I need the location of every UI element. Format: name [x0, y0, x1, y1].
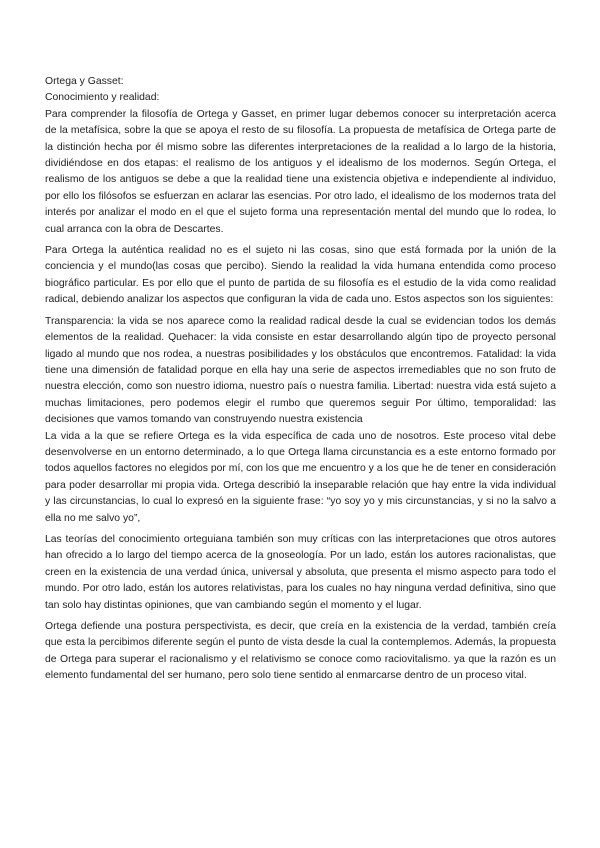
paragraph-circunstancia: La vida a la que se refiere Ortega es la vida específica de cada uno de nosotros. Este proceso vital debe desenvolverse en un entorno determinado, a lo que Ortega llama circunstancia es a este entorno formado por todos aquellos factores no elegidos por mí, con los que me encuentro y a los que he de tener en consideración para poder desarrollar mi propia vida. Ortega describió la inseparable relación que hay entre la vida individual y las circunstancias, lo cual lo expresó en la siguiente frase: “yo soy yo y mis circunstancias, y si no la salvo a ella no me salvo yo”,	[45, 430, 556, 524]
paragraph-teorias-conocimiento: Las teorías del conocimiento orteguiana también son muy críticas con las interpretaciones que otros autores han ofrecido a lo largo del tiempo acerca de la gnoseología. Por un lado, están los autores racionalistas, que creen en la existencia de una verdad única, universal y absoluta, que presenta el mismo aspecto para todo el mundo. Por otro lado, están los autores relativistas, para los cuales no hay ninguna verdad definitiva, sino que tan solo hay distintas opiniones, que van cambiando según el momento y el lugar.	[45, 533, 556, 611]
paragraph-realidad-radical: Para Ortega la auténtica realidad no es el sujeto ni las cosas, sino que está formada por la unión de la conciencia y el mundo(las cosas que percibo). Siendo la realidad la vida humana entendida como proceso biográfico particular. Es por ello que el punto de partida de su filosofía es el estudio de la vida como realidad radical, debiendo analizar los aspectos que configuran la vida de cada uno. Estos aspectos son los siguientes:	[45, 245, 556, 306]
paragraph-perspectivismo: Ortega defiende una postura perspectivista, es decir, que creía en la existencia de la verdad, también creía que esta la percibimos diferente según el punto de vista desde la cual la contemplemos. Además, la propuesta de Ortega para superar el racionalismo y el relativismo se conoce como raciovitalismo. ya que la razón es un elemento fundamental del ser humano, pero solo tiene sentido al enmarcarse dentro de un proceso vital.	[45, 621, 556, 682]
paragraph-metafisica: Para comprender la filosofía de Ortega y Gasset, en primer lugar debemos conocer su interpretación acerca de la metafísica, sobre la que se apoya el resto de su filosofía. La propuesta de metafísica de Ortega parte de la distinción hecha por él mismo sobre las diferentes interpretaciones de la realidad a lo largo de la historia, dividiéndose en dos etapas: el realismo de los antiguos y el idealismo de los modernos. Según Ortega, el realismo de los antiguos se debe a que la realidad tiene una existencia objetiva e independiente al individuo, por ello los filósofos se esfuerzan en aclarar las esencias. Por otro lado, el idealismo de los modernos trata del interés por analizar el modo en el que el sujeto forma una representación mental del mundo que lo rodea, lo cual arranca con la obra de Descartes.	[45, 108, 556, 235]
paragraph-aspectos-vida: Transparencia: la vida se nos aparece como la realidad radical desde la cual se evidencian todos los demás elementos de la realidad. Quehacer: la vida consiste en estar desarrollando algún tipo de proyecto personal ligado al mundo que nos rodea, a nuestras posibilidades y los obstáculos que encontremos. Fatalidad: la vida tiene una dimensión de fatalidad porque en ella hay una serie de aspectos irremediables que no son fruto de nuestra elección, como son nuestro idioma, nuestro país o nuestra familia. Libertad: nuestra vida está sujeto a muchas limitaciones, pero podemos elegir el rumbo que queremos seguir Por último, temporalidad: las decisiones que vamos tomando van construyendo nuestra existencia	[45, 315, 556, 426]
document-title: Ortega y Gasset:	[45, 76, 124, 87]
section-heading: Conocimiento y realidad:	[45, 92, 160, 104]
